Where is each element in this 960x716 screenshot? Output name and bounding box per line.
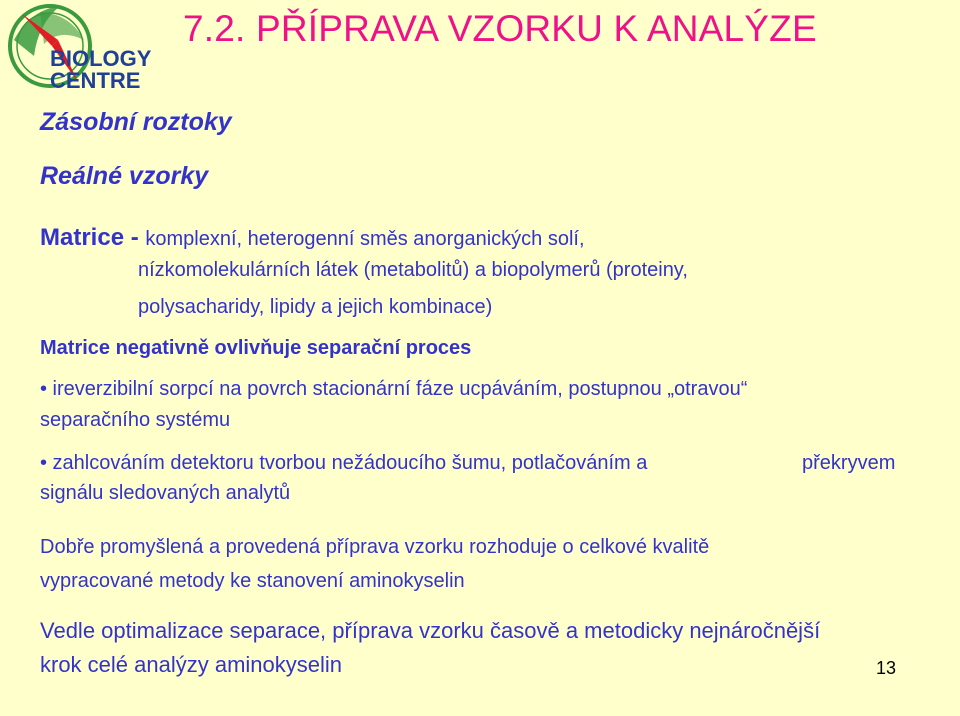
slide-title: 7.2. PŘÍPRAVA VZORKU K ANALÝZE <box>183 8 817 49</box>
bullet1-line1: • ireverzibilní sorpcí na povrch stacionární fáze ucpáváním, postupnou „otravou“ <box>40 378 748 400</box>
heading-negative-influence: Matrice negativně ovlivňuje separační proces <box>40 337 472 359</box>
logo-line1: BIOLOGY <box>50 46 152 71</box>
matrix-label: Matrice - <box>40 224 146 251</box>
paragraph2-line2: krok celé analýzy aminokyselin <box>40 652 343 677</box>
matrix-definition-line1 <box>40 224 585 252</box>
bullet2-line1: • zahlcováním detektoru tvorbou nežádoucího šumu, potlačováním a <box>40 452 648 474</box>
paragraph1-line2: vypracované metody ke stanovení aminokyselin <box>40 570 465 592</box>
bullet2-line1-end: překryvem <box>802 452 896 474</box>
biology-centre-logo <box>0 0 160 100</box>
matrix-text-line1: komplexní, heterogenní směs anorganických solí, <box>145 228 585 250</box>
paragraph1-line1: Dobře promyšlená a provedená příprava vzorku rozhoduje o celkové kvalitě <box>40 536 710 558</box>
bullet1-line2: separačního systému <box>40 409 231 431</box>
paragraph2-line1: Vedle optimalizace separace, příprava vzorku časově a metodicky nejnáročnější <box>40 618 821 643</box>
heading-stock-solutions: Zásobní roztoky <box>40 108 232 136</box>
matrix-text-line3: polysacharidy, lipidy a jejich kombinace) <box>138 296 493 318</box>
page-number: 13 <box>876 658 897 678</box>
matrix-text-line2: nízkomolekulárních látek (metabolitů) a biopolymerů (proteiny, <box>138 259 688 281</box>
bullet2-line2: signálu sledovaných analytů <box>40 482 291 504</box>
heading-real-samples: Reálné vzorky <box>40 162 209 190</box>
logo-line2: CENTRE <box>50 68 141 93</box>
